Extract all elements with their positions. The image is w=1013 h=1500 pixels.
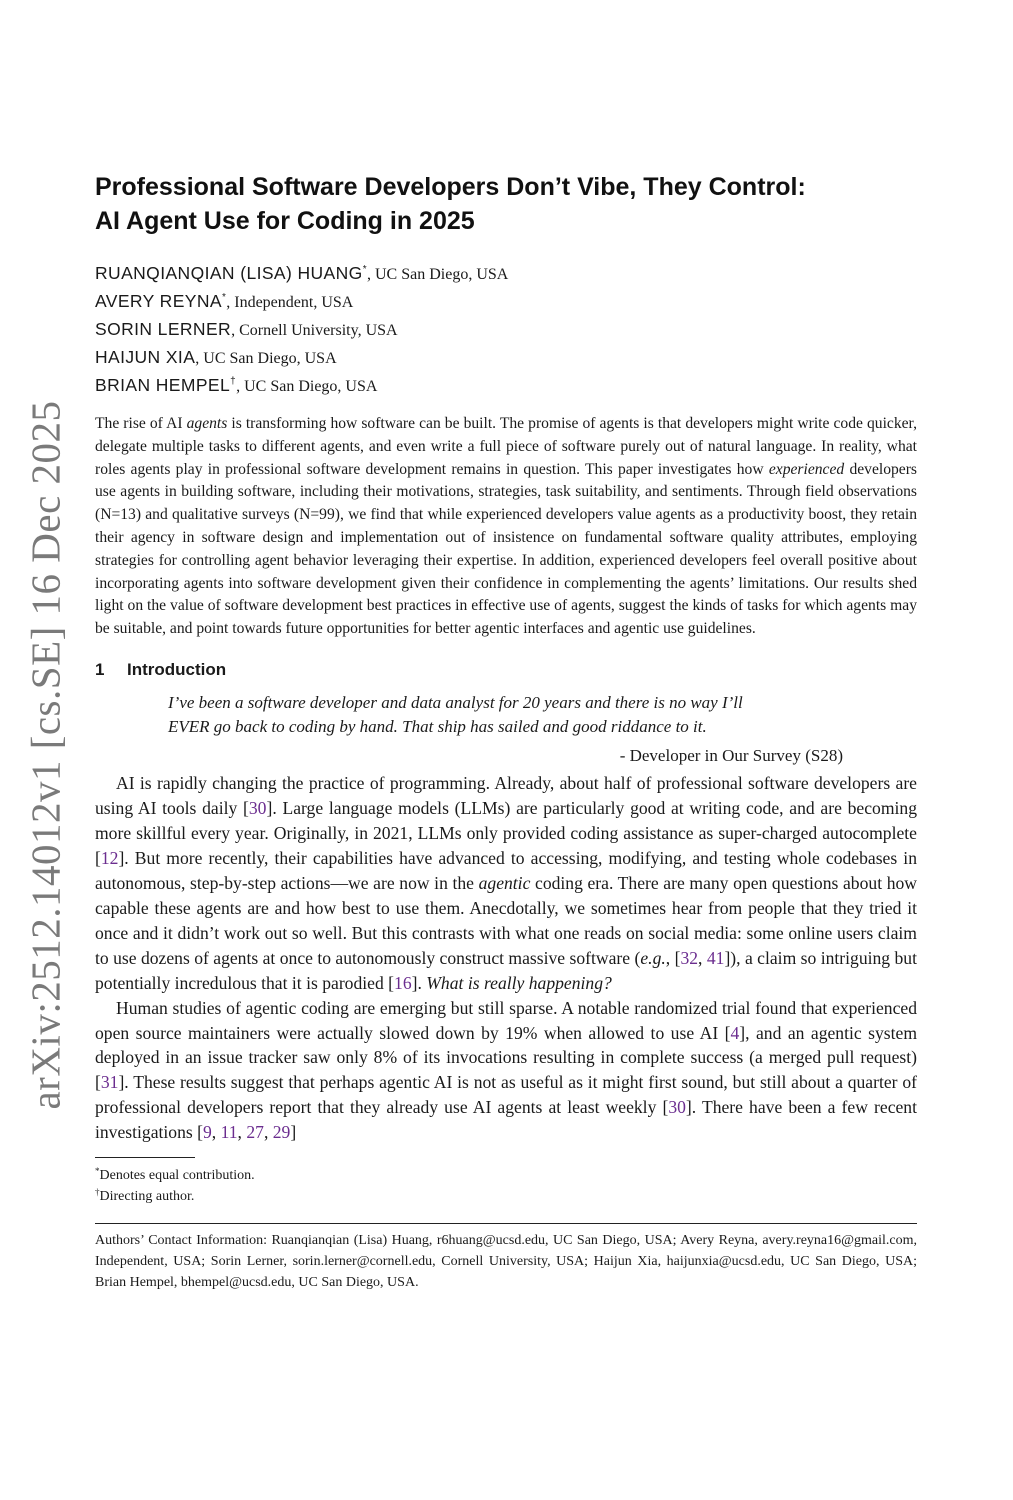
page-content [95,170,917,1293]
arxiv-sidebar [15,390,77,1120]
section-title: Introduction [127,659,227,679]
footnote-directing-author: †Directing author. [95,1187,195,1205]
author-entry [95,344,917,372]
author-affiliation: , UC San Diego, USA [195,350,337,367]
citation-link[interactable]: 41 [706,947,725,968]
citation-link[interactable]: 16 [394,972,412,993]
citation-link[interactable]: 32 [680,947,699,968]
author-name: RUANQIANQIAN (LISA) HUANG* [95,263,367,283]
citation-link[interactable]: 30 [248,798,267,819]
author-entry [95,288,917,316]
citation-link[interactable]: 27 [246,1122,264,1143]
author-name: BRIAN HEMPEL† [95,375,237,395]
citation-link[interactable]: 30 [668,1097,686,1118]
author-list [95,260,917,400]
author-entry [95,260,917,288]
author-affiliation: , UC San Diego, USA [366,266,509,283]
paper-title [95,170,917,238]
citation-link[interactable]: 4 [730,1022,740,1043]
intro-paragraph-2: Human studies of agentic coding are emerging but still sparse. A notable randomized trial found that experienced open source maintainers were actually slowed down by 19% when allowed to use AI [4], and an agentic system deployed in an issue tracker saw only 8% of its invocations resulting in complete success (a merged pull request) [31]. These results suggest that perhaps agentic AI is not as useful as it might first sound, but still about a quarter of professional developers report that they already use AI agents at least weekly [30]. There have been a few recent investigations [9, 11, 27, 29] [95,997,918,1143]
section-number: 1 [95,659,105,679]
author-contact-information: Authors’ Contact Information: Ruanqianqian (Lisa) Huang, r6huang@ucsd.edu, UC San Diego, USA; Avery Reyna, avery.reyna16@gmail.com, Independent, USA; Sorin Lerner, sorin.lerner@cornell.edu, Cornell University, USA; Haijun Xia, haijunxia@ucsd.edu, UC San Diego, USA; Brian Hempel, bhempel@ucsd.edu, UC San Diego, USA. [95,1233,917,1291]
title-line-2: AI Agent Use for Coding in 2025 [95,207,475,235]
author-affiliation: , UC San Diego, USA [236,378,378,395]
author-name: AVERY REYNA* [95,291,227,311]
author-affiliation: , Independent, USA [226,294,354,311]
author-name: HAIJUN XIA [95,347,196,367]
abstract: The rise of AI agents is transforming how software can be built. The promise of agents is that developers might write code quicker, delegate multiple tasks to different agents, and even write a full piece of software purely out of natural language. In reality, what roles agents play in professional software development remains in question. This paper investigates how experienced developers use agents in building software, including their motivations, strategies, task suitability, and sentiments. Through field observations (N=13) and qualitative surveys (N=99), we find that while experienced developers value agents as a productivity boost, they retain their agency in software design and implementation out of insistence on fundamental software quality attributes, employing strategies for controlling agent behavior leveraging their expertise. In addition, experienced developers feel overall positive about incorporating agents into software development given their confidence in complementing the agents’ limitations. Our results shed light on the value of software development best practices in effective use of agents, suggest the kinds of tasks for which agents may be suitable, and point towards future opportunities for better agentic interfaces and agentic use guidelines. [95,415,918,638]
epigraph-attribution: - Developer in Our Survey (S28) [619,745,843,765]
citation-link[interactable]: 9 [203,1122,212,1143]
author-entry [95,316,917,344]
citation-link[interactable]: 12 [100,848,119,869]
citation-link[interactable]: 11 [220,1122,238,1143]
epigraph-quote: I’ve been a software developer and data analyst for 20 years and there is no way I’ll EVER go back to coding by hand. That ship has sailed and good riddance to it. [168,692,743,737]
arxiv-identifier: arXiv:2512.14012v1 [cs.SE] 16 Dec 2025 [23,400,69,1110]
author-entry [95,372,917,400]
citation-link[interactable]: 31 [100,1072,119,1093]
intro-paragraph-1: AI is rapidly changing the practice of programming. Already, about half of professional software developers are using AI tools daily [30]. Large language models (LLMs) are particularly good at writing code, and are becoming more skillful every year. Originally, in 2021, LLMs only provided coding assistance as super-charged autocomplete [12]. But more recently, their capabilities have advanced to accessing, modifying, and testing whole codebases in autonomous, step-by-step actions—we are now in the agentic coding era. There are many open questions about how capable these agents are and how best to use them. Anecdotally, we sometimes hear from people that they tried it once and it didn’t work out so well. But this contrasts with what one reads on social media: some online users claim to use dozens of agents at once to autonomously construct massive software (e.g., [32, 41]), a claim so intriguing but potentially incredulous that it is parodied [16]. What is really happening? [95,773,917,993]
citation-link[interactable]: 29 [272,1122,291,1143]
title-line-1: Professional Software Developers Don’t Vibe, They Control: [95,173,806,201]
footnote-equal-contribution: *Denotes equal contribution. [95,1166,255,1184]
section-heading-introduction [95,659,917,681]
contact-divider [95,1223,917,1224]
footnote-divider [95,1157,195,1158]
author-name: SORIN LERNER [95,319,232,339]
author-affiliation: , Cornell University, USA [231,322,398,339]
